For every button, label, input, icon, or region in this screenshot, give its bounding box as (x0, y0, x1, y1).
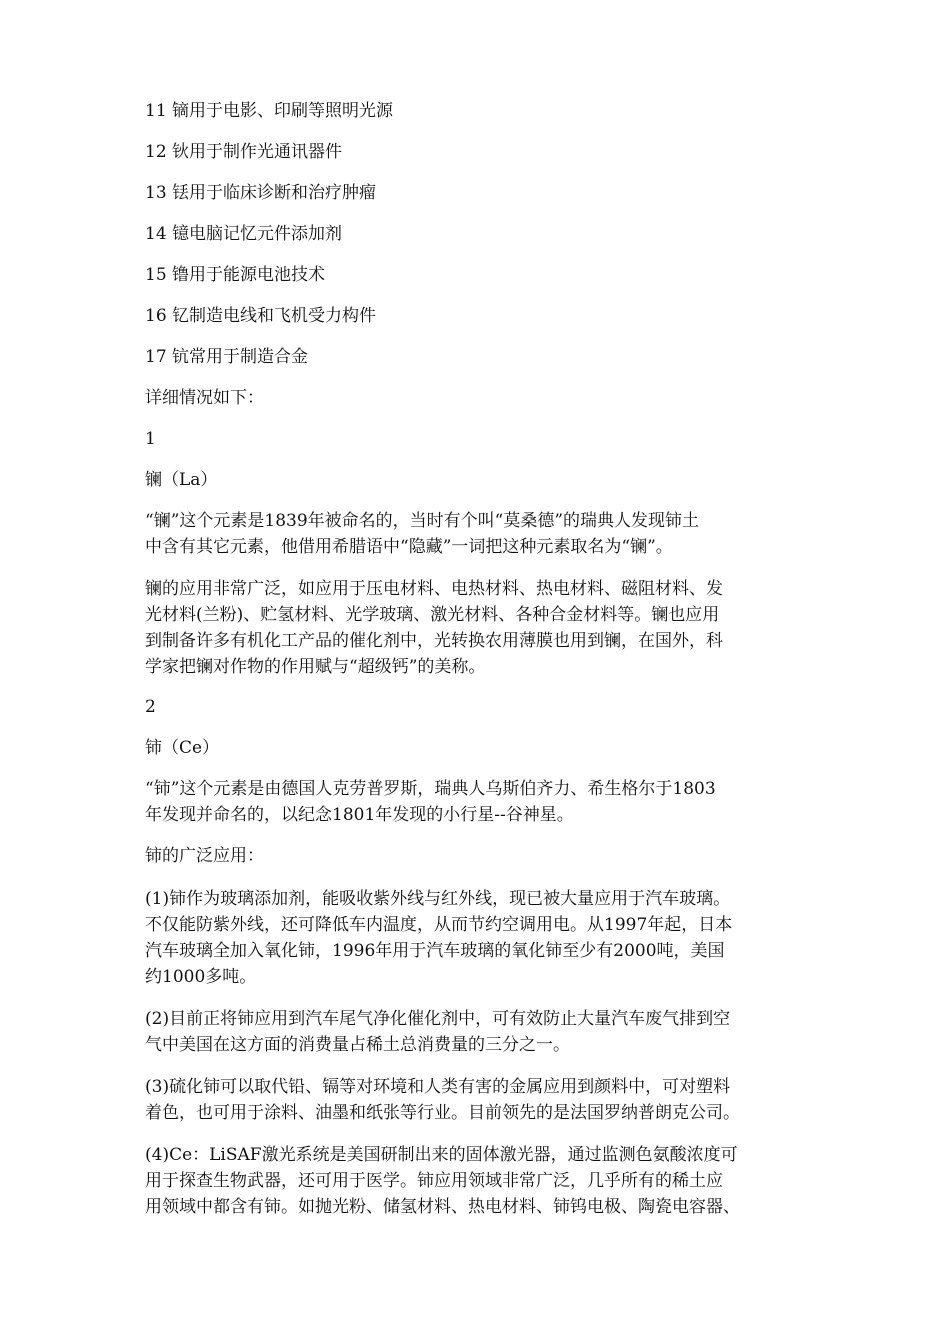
cerium-use-2 (145, 1006, 809, 1058)
document-page (145, 98, 809, 1220)
section-title-lanthanum: 镧（La） (145, 470, 218, 490)
section-number-1: 1 (145, 429, 156, 449)
section-title-cerium: 铈（Ce） (145, 738, 220, 758)
paragraph-line: 到制备许多有机化工产品的催化剂中，光转换农用薄膜也用到镧，在国外，科 (145, 631, 723, 651)
paragraph-line: 约1000多吨。 (145, 967, 257, 987)
list-item: 17 钪常用于制造合金 (145, 347, 309, 367)
list-item: 16 钇制造电线和飞机受力构件 (145, 306, 377, 326)
section-number-2: 2 (145, 697, 156, 717)
paragraph-line: (1)铈作为玻璃添加剂，能吸收紫外线与红外线，现已被大量应用于汽车玻璃。 (145, 889, 731, 909)
lanthanum-uses-paragraph (145, 576, 809, 680)
list-item: 14 镱电脑记忆元件添加剂 (145, 224, 343, 244)
paragraph-line: 用于探查生物武器，还可用于医学。铈应用领域非常广泛，几乎所有的稀土应 (145, 1171, 723, 1191)
paragraph-line: 着色，也可用于涂料、油墨和纸张等行业。目前领先的是法国罗纳普朗克公司。 (145, 1103, 740, 1123)
list-item: 12 钬用于制作光通讯器件 (145, 142, 343, 162)
cerium-uses-heading: 铈的广泛应用： (145, 846, 264, 866)
intro-text: 详细情况如下： (145, 388, 264, 408)
lanthanum-naming-paragraph (145, 508, 809, 560)
list-item: 13 铥用于临床诊断和治疗肿瘤 (145, 183, 377, 203)
cerium-use-3 (145, 1074, 809, 1126)
paragraph-line: 用领域中都含有铈。如抛光粉、储氢材料、热电材料、铈钨电极、陶瓷电容器、 (145, 1197, 740, 1217)
paragraph-line: (2)目前正将铈应用到汽车尾气净化催化剂中，可有效防止大量汽车废气排到空 (145, 1009, 731, 1029)
list-item: 15 镥用于能源电池技术 (145, 265, 326, 285)
cerium-naming-paragraph (145, 776, 809, 828)
paragraph-line: “铈”这个元素是由德国人克劳普罗斯，瑞典人乌斯伯齐力、希生格尔于1803 (145, 779, 716, 799)
paragraph-line: (4)Ce：LiSAF激光系统是美国研制出来的固体激光器，通过监测色氨酸浓度可 (145, 1145, 738, 1165)
paragraph-line: (3)硫化铈可以取代铅、镉等对环境和人类有害的金属应用到颜料中，可对塑料 (145, 1077, 731, 1097)
paragraph-line: 光材料(兰粉)、贮氢材料、光学玻璃、激光材料、各种合金材料等。镧也应用 (145, 605, 720, 625)
cerium-use-4 (145, 1142, 809, 1220)
paragraph-line: 镧的应用非常广泛，如应用于压电材料、电热材料、热电材料、磁阻材料、发 (145, 579, 723, 599)
list-item: 11 镝用于电影、印刷等照明光源 (145, 101, 394, 121)
paragraph-line: “镧”这个元素是1839年被命名的，当时有个叫“莫桑德”的瑞典人发现铈土 (145, 511, 700, 531)
paragraph-line: 学家把镧对作物的作用赋与“超级钙”的美称。 (145, 657, 486, 677)
paragraph-line: 汽车玻璃全加入氧化铈，1996年用于汽车玻璃的氧化铈至少有2000吨，美国 (145, 941, 725, 961)
paragraph-line: 气中美国在这方面的消费量占稀土总消费量的三分之一。 (145, 1035, 570, 1055)
cerium-use-1 (145, 886, 809, 990)
paragraph-line: 不仅能防紫外线，还可降低车内温度，从而节约空调用电。从1997年起，日本 (145, 915, 733, 935)
paragraph-line: 年发现并命名的，以纪念1801年发现的小行星--谷神星。 (145, 805, 574, 825)
paragraph-line: 中含有其它元素，他借用希腊语中“隐藏”一词把这种元素取名为“镧”。 (145, 537, 673, 557)
